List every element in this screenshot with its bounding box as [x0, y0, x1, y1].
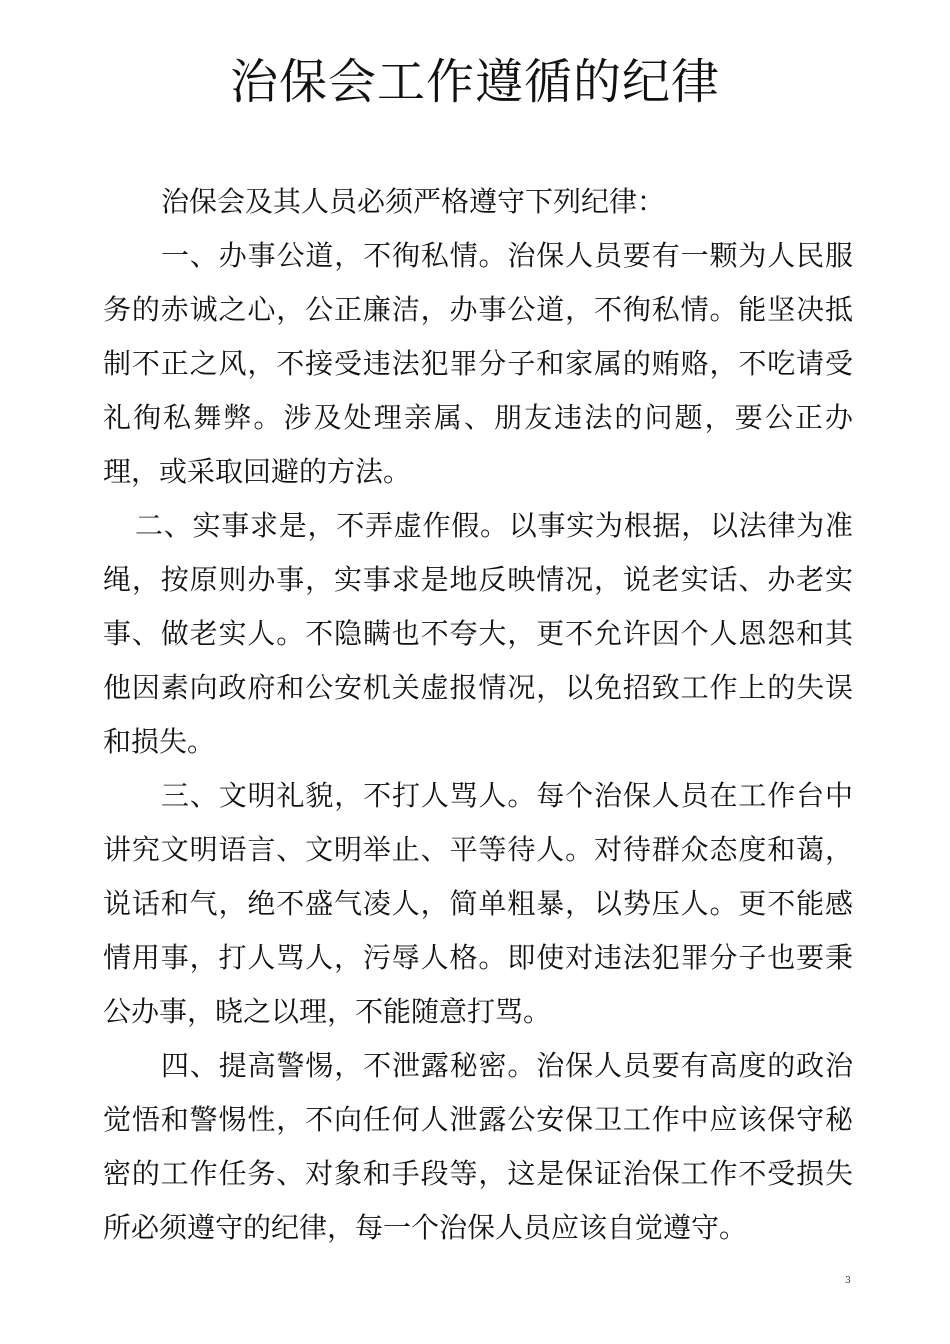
- document-body: [103, 175, 853, 1255]
- rule-2-paragraph: 二、实事求是，不弄虚作假。以事实为根据，以法律为准绳，按原则办事，实事求是地反映情况，说老实话、办老实事、做老实人。不隐瞒也不夸大，更不允许因个人恩怨和其他因素向政府和公安机关虚报情况，以免招致工作上的失误和损失。: [103, 509, 853, 758]
- intro-paragraph: 治保会及其人员必须严格遵守下列纪律：: [161, 185, 666, 218]
- document-title: 治保会工作遵循的纪律: [229, 54, 720, 110]
- rule-4-paragraph: 四、提高警惕，不泄露秘密。治保人员要有高度的政治觉悟和警惕性，不向任何人泄露公安保卫工作中应该保守秘密的工作任务、对象和手段等，这是保证治保工作不受损失所必须遵守的纪律，每一个治保人员应该自觉遵守。: [103, 1049, 853, 1244]
- rule-3-paragraph: 三、文明礼貌，不打人骂人。每个治保人员在工作台中讲究文明语言、文明举止、平等待人。对待群众态度和蔼，说话和气，绝不盛气凌人，简单粗暴，以势压人。更不能感情用事，打人骂人，污辱人格。即使对违法犯罪分子也要秉公办事，晓之以理，不能随意打骂。: [103, 779, 853, 1028]
- page-number: 3: [845, 1276, 851, 1286]
- rule-1-paragraph: 一、办事公道，不徇私情。治保人员要有一颗为人民服务的赤诚之心，公正廉洁，办事公道，不徇私情。能坚决抵制不正之风，不接受违法犯罪分子和家属的贿赂，不吃请受礼徇私舞弊。涉及处理亲属、朋友违法的问题，要公正办理，或采取回避的方法。: [103, 239, 853, 488]
